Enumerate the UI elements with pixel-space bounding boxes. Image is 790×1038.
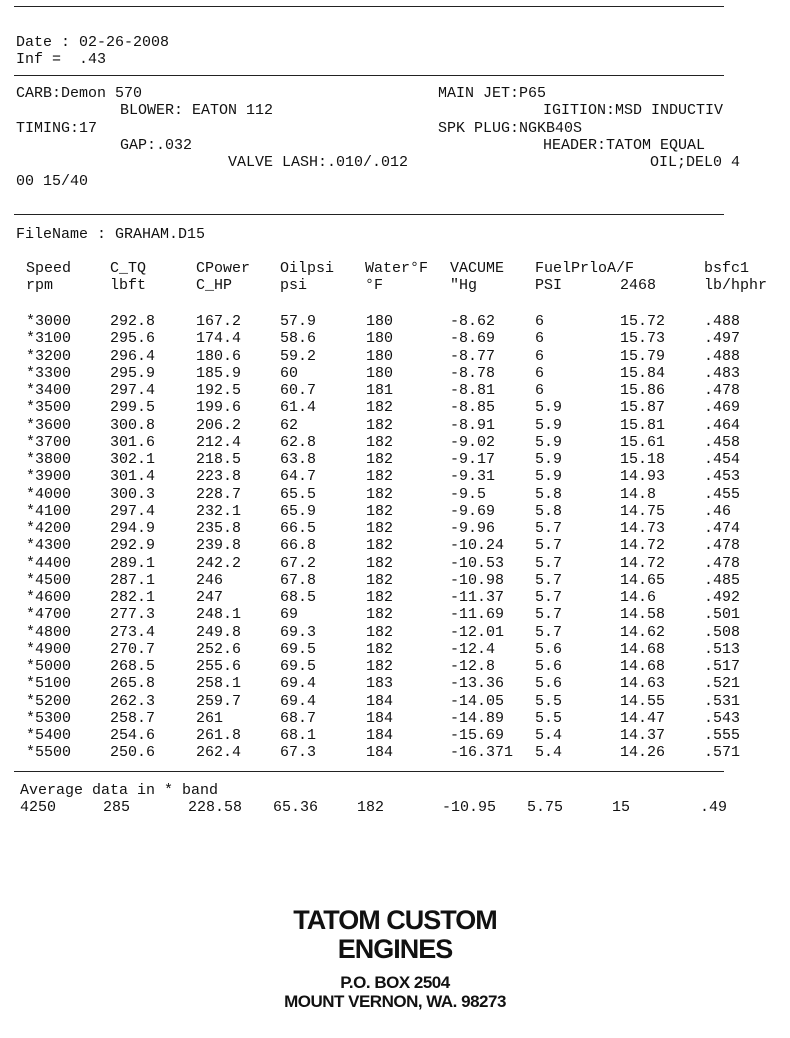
table-cell-bsfc: .488 [704, 313, 741, 330]
table-cell-water-temp: 183 [366, 675, 394, 692]
blower-info: BLOWER: EATON 112 [120, 102, 274, 119]
table-cell-oil-psi: 60.7 [280, 382, 317, 399]
table-cell-oil-psi: 57.9 [280, 313, 317, 330]
table-cell-vacuum: -11.69 [450, 606, 505, 623]
table-cell-air-fuel: 14.63 [620, 675, 666, 692]
table-cell-power: 235.8 [196, 520, 242, 537]
table-cell-fuel-pressure: 5.7 [535, 537, 563, 554]
column-unit-speed: rpm [26, 277, 54, 294]
table-cell-water-temp: 180 [366, 348, 394, 365]
oil-info: OIL;DEL0 4 [650, 154, 741, 171]
table-cell-power: 199.6 [196, 399, 242, 416]
table-cell-fuel-pressure: 5.5 [535, 710, 563, 727]
table-cell-torque: 265.8 [110, 675, 156, 692]
table-cell-air-fuel: 15.84 [620, 365, 666, 382]
table-cell-fuel-pressure: 5.4 [535, 744, 563, 761]
table-cell-fuel-pressure: 5.9 [535, 399, 563, 416]
table-cell-power: 261 [196, 710, 224, 727]
table-cell-torque: 300.3 [110, 486, 156, 503]
table-cell-torque: 302.1 [110, 451, 156, 468]
table-cell-speed: *3800 [26, 451, 72, 468]
table-cell-water-temp: 182 [366, 658, 394, 675]
table-cell-bsfc: .469 [704, 399, 741, 416]
average-label: Average data in * band [20, 782, 219, 799]
table-cell-air-fuel: 14.62 [620, 624, 666, 641]
average-fuel-pressure: 5.75 [527, 799, 564, 816]
table-cell-oil-psi: 65.5 [280, 486, 317, 503]
table-cell-speed: *3300 [26, 365, 72, 382]
table-cell-fuel-pressure: 5.7 [535, 624, 563, 641]
table-cell-power: 261.8 [196, 727, 242, 744]
table-cell-speed: *3100 [26, 330, 72, 347]
table-cell-oil-psi: 60 [280, 365, 299, 382]
table-cell-vacuum: -12.4 [450, 641, 496, 658]
table-cell-power: 206.2 [196, 417, 242, 434]
table-cell-water-temp: 180 [366, 330, 394, 347]
table-cell-oil-psi: 61.4 [280, 399, 317, 416]
table-cell-torque: 250.6 [110, 744, 156, 761]
table-cell-air-fuel: 15.86 [620, 382, 666, 399]
table-cell-speed: *4000 [26, 486, 72, 503]
table-cell-water-temp: 182 [366, 641, 394, 658]
table-cell-water-temp: 184 [366, 693, 394, 710]
table-cell-torque: 297.4 [110, 503, 156, 520]
table-cell-speed: *4500 [26, 572, 72, 589]
column-header-bsfc: bsfc1 [704, 260, 750, 277]
table-cell-vacuum: -8.69 [450, 330, 496, 347]
table-cell-fuel-pressure: 5.8 [535, 486, 563, 503]
table-cell-fuel-pressure: 6 [535, 365, 545, 382]
table-cell-fuel-pressure: 5.5 [535, 693, 563, 710]
table-cell-water-temp: 182 [366, 468, 394, 485]
table-cell-bsfc: .492 [704, 589, 741, 606]
table-cell-air-fuel: 15.61 [620, 434, 666, 451]
table-cell-torque: 301.6 [110, 434, 156, 451]
table-cell-torque: 289.1 [110, 555, 156, 572]
table-cell-torque: 254.6 [110, 727, 156, 744]
average-rule [14, 771, 724, 772]
table-cell-bsfc: .478 [704, 382, 741, 399]
table-cell-vacuum: -10.53 [450, 555, 505, 572]
table-cell-speed: *3600 [26, 417, 72, 434]
table-cell-torque: 296.4 [110, 348, 156, 365]
table-cell-water-temp: 182 [366, 434, 394, 451]
table-cell-vacuum: -14.05 [450, 693, 505, 710]
table-cell-air-fuel: 15.87 [620, 399, 666, 416]
file-name: FileName : GRAHAM.D15 [16, 226, 206, 243]
table-cell-speed: *5500 [26, 744, 72, 761]
table-cell-bsfc: .483 [704, 365, 741, 382]
table-cell-speed: *4400 [26, 555, 72, 572]
average-oil-psi: 65.36 [273, 799, 319, 816]
table-cell-power: 259.7 [196, 693, 242, 710]
table-cell-speed: *4600 [26, 589, 72, 606]
table-cell-oil-psi: 66.5 [280, 520, 317, 537]
company-address-line1: P.O. BOX 2504 [340, 973, 450, 992]
table-cell-water-temp: 180 [366, 365, 394, 382]
table-cell-oil-psi: 68.5 [280, 589, 317, 606]
table-cell-oil-psi: 62 [280, 417, 299, 434]
table-cell-vacuum: -9.17 [450, 451, 496, 468]
setup-rule [14, 214, 724, 215]
table-cell-water-temp: 182 [366, 503, 394, 520]
table-cell-fuel-pressure: 5.7 [535, 520, 563, 537]
table-cell-power: 218.5 [196, 451, 242, 468]
table-cell-power: 232.1 [196, 503, 242, 520]
table-cell-fuel-pressure: 5.6 [535, 641, 563, 658]
table-cell-bsfc: .501 [704, 606, 741, 623]
column-header-speed: Speed [26, 260, 72, 277]
table-cell-oil-psi: 68.1 [280, 727, 317, 744]
table-cell-vacuum: -12.01 [450, 624, 505, 641]
table-cell-vacuum: -8.91 [450, 417, 496, 434]
table-cell-water-temp: 181 [366, 382, 394, 399]
header-rule [14, 75, 724, 76]
table-cell-speed: *4900 [26, 641, 72, 658]
table-cell-power: 167.2 [196, 313, 242, 330]
company-address-line2: MOUNT VERNON, WA. 98273 [284, 992, 506, 1011]
table-cell-speed: *4800 [26, 624, 72, 641]
column-unit-torque: lbft [110, 277, 147, 294]
table-cell-vacuum: -10.98 [450, 572, 505, 589]
table-cell-speed: *4700 [26, 606, 72, 623]
table-cell-torque: 287.1 [110, 572, 156, 589]
table-cell-air-fuel: 15.72 [620, 313, 666, 330]
table-cell-fuel-pressure: 5.9 [535, 468, 563, 485]
table-cell-air-fuel: 14.55 [620, 693, 666, 710]
average-torque: 285 [103, 799, 131, 816]
average-water-temp: 182 [357, 799, 385, 816]
table-cell-bsfc: .488 [704, 348, 741, 365]
table-cell-vacuum: -16.371 [450, 744, 514, 761]
table-cell-bsfc: .455 [704, 486, 741, 503]
company-name-line2: ENGINES [337, 934, 453, 964]
table-cell-air-fuel: 15.81 [620, 417, 666, 434]
ignition-info: IGITION:MSD INDUCTIV [543, 102, 724, 119]
table-cell-bsfc: .46 [704, 503, 732, 520]
main-jet-info: MAIN JET:P65 [438, 85, 547, 102]
table-cell-speed: *3900 [26, 468, 72, 485]
table-cell-vacuum: -12.8 [450, 658, 496, 675]
table-cell-vacuum: -9.02 [450, 434, 496, 451]
table-cell-fuel-pressure: 5.7 [535, 555, 563, 572]
table-cell-air-fuel: 15.18 [620, 451, 666, 468]
column-unit-vacuum: "Hg [450, 277, 478, 294]
table-cell-speed: *5300 [26, 710, 72, 727]
table-cell-speed: *4200 [26, 520, 72, 537]
table-cell-speed: *4300 [26, 537, 72, 554]
table-cell-water-temp: 182 [366, 572, 394, 589]
company-name-line1: TATOM CUSTOM [293, 905, 497, 935]
table-cell-bsfc: .478 [704, 555, 741, 572]
table-cell-torque: 299.5 [110, 399, 156, 416]
inf-line: Inf = .43 [16, 51, 107, 68]
table-cell-water-temp: 180 [366, 313, 394, 330]
table-cell-air-fuel: 14.58 [620, 606, 666, 623]
table-cell-vacuum: -9.96 [450, 520, 496, 537]
table-cell-air-fuel: 14.93 [620, 468, 666, 485]
table-cell-power: 242.2 [196, 555, 242, 572]
column-unit-water-temp: °F [365, 277, 384, 294]
table-cell-air-fuel: 14.75 [620, 503, 666, 520]
table-cell-fuel-pressure: 5.7 [535, 589, 563, 606]
table-cell-bsfc: .543 [704, 710, 741, 727]
table-cell-water-temp: 184 [366, 727, 394, 744]
table-cell-bsfc: .464 [704, 417, 741, 434]
table-cell-air-fuel: 14.37 [620, 727, 666, 744]
carb-info: CARB:Demon 570 [16, 85, 143, 102]
table-cell-bsfc: .571 [704, 744, 741, 761]
table-cell-torque: 294.9 [110, 520, 156, 537]
table-cell-vacuum: -10.24 [450, 537, 505, 554]
table-cell-torque: 270.7 [110, 641, 156, 658]
average-power: 228.58 [188, 799, 243, 816]
table-cell-air-fuel: 14.68 [620, 641, 666, 658]
table-cell-bsfc: .517 [704, 658, 741, 675]
table-cell-fuel-pressure: 5.9 [535, 417, 563, 434]
top-rule [14, 6, 724, 7]
table-cell-bsfc: .458 [704, 434, 741, 451]
date-line: Date : 02-26-2008 [16, 34, 170, 51]
table-cell-bsfc: .521 [704, 675, 741, 692]
table-cell-vacuum: -8.85 [450, 399, 496, 416]
table-cell-vacuum: -9.69 [450, 503, 496, 520]
table-cell-vacuum: -8.62 [450, 313, 496, 330]
header-type-info: HEADER:TATOM EQUAL [543, 137, 706, 154]
table-cell-vacuum: -11.37 [450, 589, 505, 606]
table-cell-torque: 258.7 [110, 710, 156, 727]
table-cell-water-temp: 182 [366, 624, 394, 641]
table-cell-power: 185.9 [196, 365, 242, 382]
table-cell-oil-psi: 68.7 [280, 710, 317, 727]
table-cell-bsfc: .531 [704, 693, 741, 710]
table-cell-water-temp: 184 [366, 710, 394, 727]
table-cell-speed: *5400 [26, 727, 72, 744]
column-unit-fuel-pressure: PSI [535, 277, 563, 294]
table-cell-fuel-pressure: 6 [535, 313, 545, 330]
table-cell-bsfc: .508 [704, 624, 741, 641]
table-cell-water-temp: 182 [366, 451, 394, 468]
table-cell-speed: *5100 [26, 675, 72, 692]
table-cell-fuel-pressure: 5.7 [535, 572, 563, 589]
table-cell-speed: *3700 [26, 434, 72, 451]
column-header-torque: C_TQ [110, 260, 147, 277]
table-cell-speed: *5200 [26, 693, 72, 710]
table-cell-power: 247 [196, 589, 224, 606]
table-cell-oil-psi: 69.5 [280, 641, 317, 658]
table-cell-bsfc: .478 [704, 537, 741, 554]
column-header-vacuum: VACUME [450, 260, 505, 277]
table-cell-fuel-pressure: 6 [535, 382, 545, 399]
table-cell-power: 180.6 [196, 348, 242, 365]
table-cell-air-fuel: 14.68 [620, 658, 666, 675]
table-cell-speed: *4100 [26, 503, 72, 520]
table-cell-torque: 292.8 [110, 313, 156, 330]
table-cell-bsfc: .453 [704, 468, 741, 485]
table-cell-air-fuel: 15.79 [620, 348, 666, 365]
table-cell-oil-psi: 59.2 [280, 348, 317, 365]
column-header-fuel-pressure: FuelPrloA/F [535, 260, 635, 277]
table-cell-power: 255.6 [196, 658, 242, 675]
table-cell-air-fuel: 14.26 [620, 744, 666, 761]
table-cell-oil-psi: 62.8 [280, 434, 317, 451]
table-cell-power: 212.4 [196, 434, 242, 451]
table-cell-power: 246 [196, 572, 224, 589]
table-cell-power: 228.7 [196, 486, 242, 503]
table-cell-bsfc: .555 [704, 727, 741, 744]
table-cell-air-fuel: 14.65 [620, 572, 666, 589]
table-cell-water-temp: 182 [366, 589, 394, 606]
table-cell-vacuum: -8.77 [450, 348, 496, 365]
table-cell-torque: 262.3 [110, 693, 156, 710]
table-cell-oil-psi: 64.7 [280, 468, 317, 485]
table-cell-oil-psi: 58.6 [280, 330, 317, 347]
table-cell-bsfc: .474 [704, 520, 741, 537]
table-cell-oil-psi: 65.9 [280, 503, 317, 520]
column-unit-oil-psi: psi [280, 277, 308, 294]
table-cell-power: 262.4 [196, 744, 242, 761]
table-cell-water-temp: 182 [366, 606, 394, 623]
table-cell-torque: 297.4 [110, 382, 156, 399]
table-cell-water-temp: 184 [366, 744, 394, 761]
table-cell-oil-psi: 63.8 [280, 451, 317, 468]
table-cell-air-fuel: 14.8 [620, 486, 657, 503]
table-cell-air-fuel: 14.72 [620, 555, 666, 572]
table-cell-oil-psi: 69.4 [280, 693, 317, 710]
table-cell-vacuum: -8.81 [450, 382, 496, 399]
table-cell-torque: 295.9 [110, 365, 156, 382]
table-cell-power: 192.5 [196, 382, 242, 399]
table-cell-vacuum: -9.5 [450, 486, 487, 503]
table-cell-air-fuel: 14.72 [620, 537, 666, 554]
table-cell-torque: 268.5 [110, 658, 156, 675]
spark-plug-info: SPK PLUG:NGKB40S [438, 120, 583, 137]
table-cell-torque: 301.4 [110, 468, 156, 485]
table-cell-oil-psi: 66.8 [280, 537, 317, 554]
average-vacuum: -10.95 [442, 799, 497, 816]
table-cell-oil-psi: 69 [280, 606, 299, 623]
table-cell-water-temp: 182 [366, 486, 394, 503]
table-cell-water-temp: 182 [366, 417, 394, 434]
oil-info-continued: 00 15/40 [16, 173, 89, 190]
table-cell-water-temp: 182 [366, 555, 394, 572]
average-speed: 4250 [20, 799, 57, 816]
table-cell-torque: 273.4 [110, 624, 156, 641]
table-cell-vacuum: -13.36 [450, 675, 505, 692]
table-cell-vacuum: -8.78 [450, 365, 496, 382]
timing-info: TIMING:17 [16, 120, 98, 137]
table-cell-fuel-pressure: 5.8 [535, 503, 563, 520]
column-header-oil-psi: Oilpsi [280, 260, 335, 277]
table-cell-torque: 295.6 [110, 330, 156, 347]
table-cell-fuel-pressure: 5.4 [535, 727, 563, 744]
table-cell-air-fuel: 15.73 [620, 330, 666, 347]
table-cell-power: 258.1 [196, 675, 242, 692]
table-cell-air-fuel: 14.73 [620, 520, 666, 537]
table-cell-bsfc: .485 [704, 572, 741, 589]
table-cell-power: 248.1 [196, 606, 242, 623]
table-cell-speed: *5000 [26, 658, 72, 675]
table-cell-power: 252.6 [196, 641, 242, 658]
table-cell-water-temp: 182 [366, 399, 394, 416]
table-cell-air-fuel: 14.47 [620, 710, 666, 727]
table-cell-oil-psi: 69.3 [280, 624, 317, 641]
table-cell-fuel-pressure: 5.9 [535, 451, 563, 468]
table-cell-fuel-pressure: 5.7 [535, 606, 563, 623]
table-cell-power: 249.8 [196, 624, 242, 641]
table-cell-fuel-pressure: 5.6 [535, 675, 563, 692]
table-cell-oil-psi: 69.5 [280, 658, 317, 675]
table-cell-speed: *3500 [26, 399, 72, 416]
table-cell-speed: *3200 [26, 348, 72, 365]
table-cell-torque: 282.1 [110, 589, 156, 606]
table-cell-fuel-pressure: 5.6 [535, 658, 563, 675]
table-cell-torque: 300.8 [110, 417, 156, 434]
column-unit-power: C_HP [196, 277, 233, 294]
table-cell-torque: 277.3 [110, 606, 156, 623]
column-unit-air-fuel: 2468 [620, 277, 657, 294]
average-bsfc: .49 [700, 799, 728, 816]
table-cell-bsfc: .513 [704, 641, 741, 658]
table-cell-water-temp: 182 [366, 520, 394, 537]
table-cell-bsfc: .454 [704, 451, 741, 468]
table-cell-vacuum: -9.31 [450, 468, 496, 485]
table-cell-power: 223.8 [196, 468, 242, 485]
table-cell-torque: 292.9 [110, 537, 156, 554]
average-air-fuel: 15 [612, 799, 631, 816]
column-header-water-temp: Water°F [365, 260, 429, 277]
table-cell-fuel-pressure: 5.9 [535, 434, 563, 451]
valve-lash-info: VALVE LASH:.010/.012 [228, 154, 409, 171]
table-cell-vacuum: -15.69 [450, 727, 505, 744]
table-cell-speed: *3000 [26, 313, 72, 330]
table-cell-oil-psi: 67.2 [280, 555, 317, 572]
table-cell-bsfc: .497 [704, 330, 741, 347]
table-cell-speed: *3400 [26, 382, 72, 399]
table-cell-fuel-pressure: 6 [535, 348, 545, 365]
table-cell-air-fuel: 14.6 [620, 589, 657, 606]
table-cell-power: 239.8 [196, 537, 242, 554]
table-cell-oil-psi: 69.4 [280, 675, 317, 692]
gap-info: GAP:.032 [120, 137, 193, 154]
table-cell-vacuum: -14.89 [450, 710, 505, 727]
table-cell-power: 174.4 [196, 330, 242, 347]
column-header-power: CPower [196, 260, 251, 277]
table-cell-oil-psi: 67.3 [280, 744, 317, 761]
table-cell-oil-psi: 67.8 [280, 572, 317, 589]
column-unit-bsfc: lb/hphr [704, 277, 768, 294]
table-cell-water-temp: 182 [366, 537, 394, 554]
table-cell-fuel-pressure: 6 [535, 330, 545, 347]
